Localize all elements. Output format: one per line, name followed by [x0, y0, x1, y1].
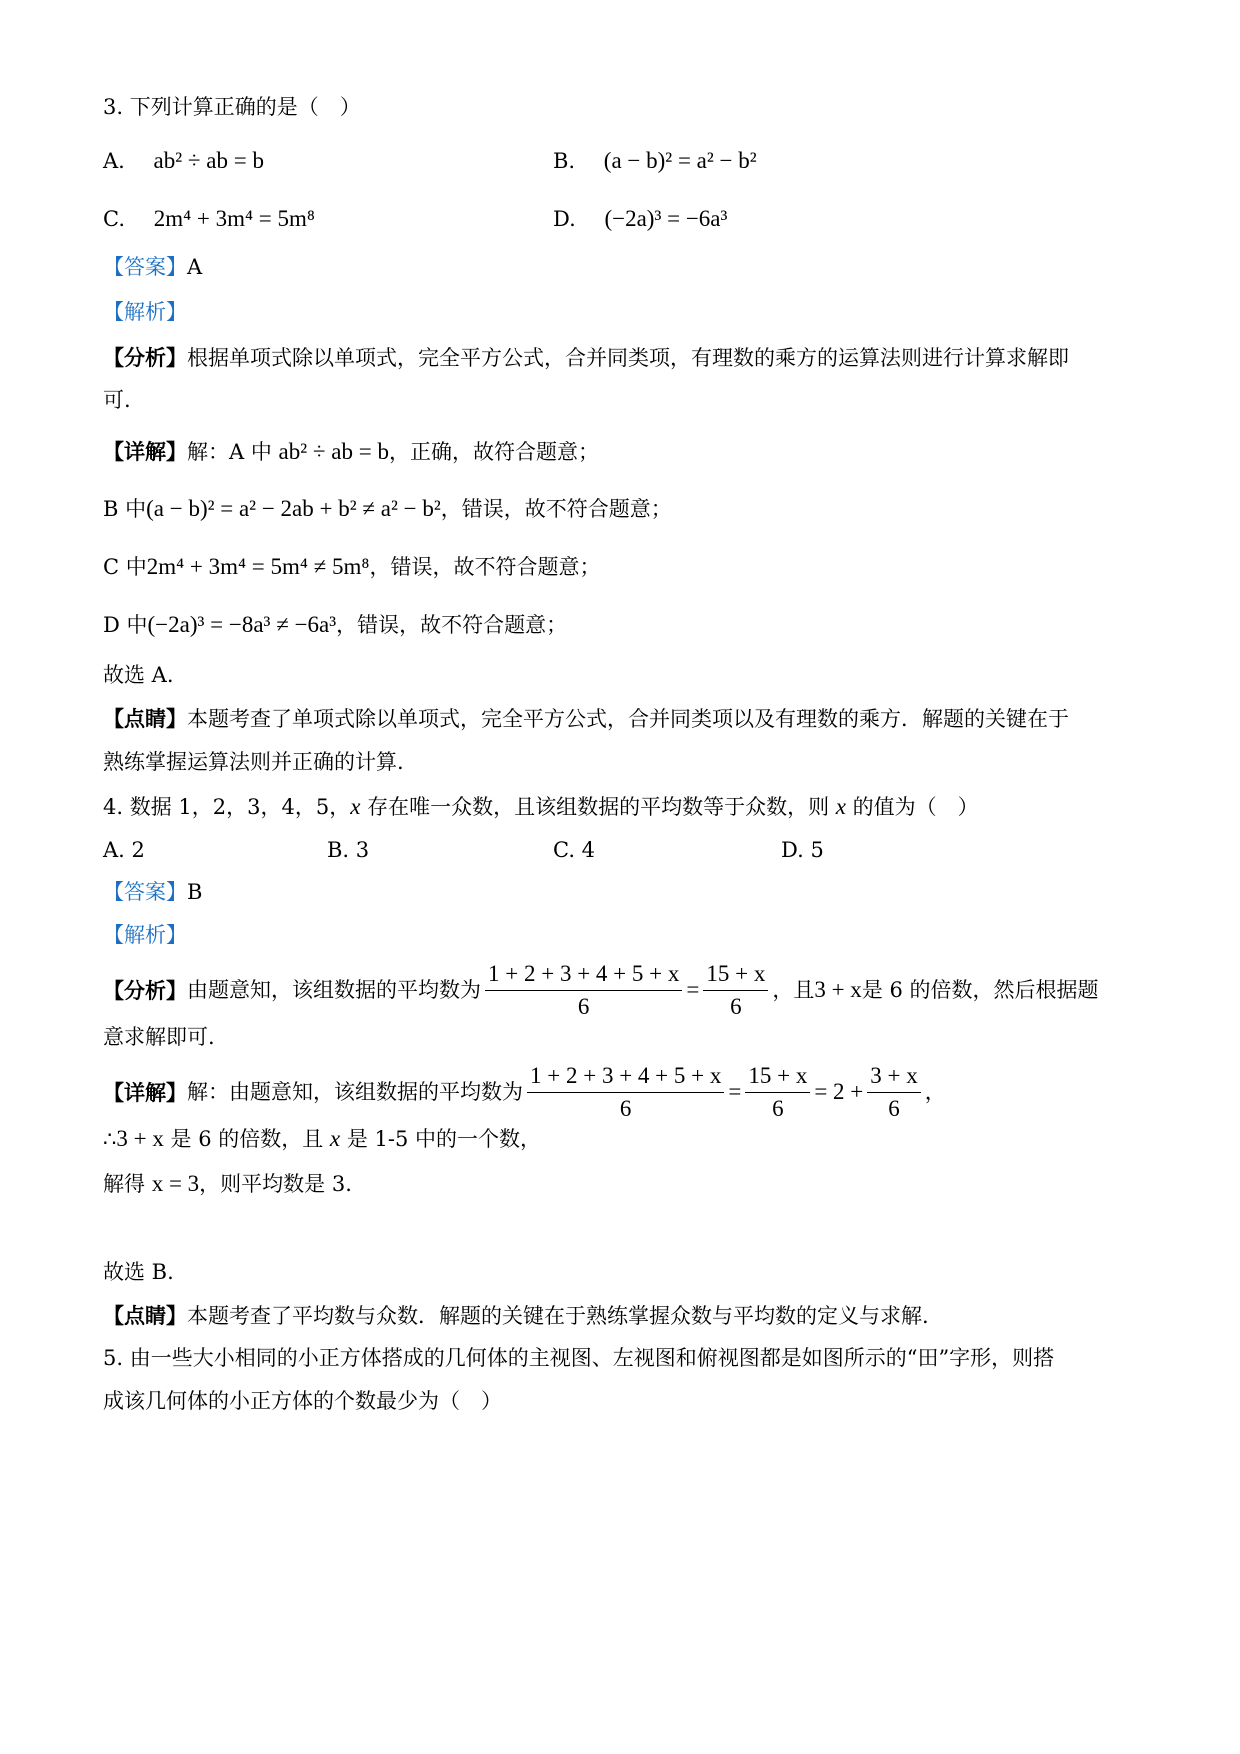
q4-analysis-cont: 意求解即可.	[103, 1025, 215, 1049]
detail-tag: 【详解】	[103, 439, 187, 464]
detail-text: 解得	[103, 1172, 152, 1196]
remark-tag: 【点睛】	[103, 1303, 187, 1328]
q4-stem	[103, 793, 979, 821]
variable-x: x	[350, 794, 361, 819]
option-expression: (a − b)² = a² − b²	[603, 148, 757, 173]
fraction-numerator: 15 + x	[703, 960, 768, 991]
detail-tag: 【详解】	[103, 1079, 187, 1105]
option-label: C.	[103, 207, 125, 231]
q3-detail-c	[103, 553, 600, 581]
answer-value: B	[187, 880, 203, 904]
fraction	[703, 960, 768, 1020]
q3-answer	[103, 255, 202, 280]
q3-detail-d	[103, 611, 567, 639]
detail-expression: x = 3	[151, 1171, 200, 1196]
analysis-text: 由题意知，该组数据的平均数为	[187, 977, 481, 1002]
fraction	[867, 1062, 920, 1122]
detail-expression: (a − b)² = a² − 2ab + b² ≠ a² − b²	[146, 496, 441, 521]
detail-text: ，则平均数是 3.	[199, 1172, 352, 1196]
option-expression: ab² ÷ ab = b	[153, 148, 264, 173]
q3-analysis-cont: 可.	[103, 388, 131, 412]
q3-option-c[interactable]	[103, 205, 315, 233]
q4-option-b[interactable]: B. 3	[327, 838, 370, 862]
q4-therefore-line	[103, 1125, 541, 1153]
q4-detail	[103, 1062, 946, 1122]
q4-analysis	[103, 960, 1099, 1020]
q3-detail-a	[103, 438, 599, 466]
fraction-denominator: 6	[888, 1095, 900, 1121]
q3-final-choice: 故选 A.	[103, 663, 174, 687]
option-label: B.	[553, 149, 576, 173]
fraction-denominator: 6	[772, 1095, 784, 1121]
detail-text: ，正确，故符合题意；	[388, 440, 599, 464]
remark-tag: 【点睛】	[103, 706, 187, 731]
option-label: D.	[553, 207, 576, 231]
fraction-numerator: 3 + x	[867, 1062, 920, 1093]
analysis-text: ，且	[772, 977, 815, 1002]
q4-option-a[interactable]: A. 2	[103, 838, 145, 862]
detail-text: ，错误，故不符合题意；	[336, 613, 568, 637]
answer-tag: 【答案】	[103, 880, 187, 904]
fraction-denominator: 6	[619, 1095, 632, 1121]
q4-remark	[103, 1303, 929, 1329]
equals-sign: =	[728, 1079, 742, 1105]
fraction-numerator: 1 + 2 + 3 + 4 + 5 + x	[527, 1062, 724, 1093]
detail-text: 解：由题意知，该组数据的平均数为	[187, 1079, 523, 1104]
detail-expression: (−2a)³ = −8a³ ≠ −6a³	[147, 612, 337, 637]
stem-text: 的值为（ ）	[846, 795, 979, 819]
detail-text: ，	[924, 1079, 946, 1104]
detail-text: ，错误，故不符合题意；	[369, 555, 601, 579]
analysis-tag: 【分析】	[103, 977, 187, 1003]
detail-expression: 2m⁴ + 3m⁴ = 5m⁴ ≠ 5m⁸	[146, 554, 370, 579]
detail-expression: 3 + x	[116, 1126, 164, 1151]
q4-option-d[interactable]: D. 5	[781, 838, 824, 862]
stem-text: 4. 数据 1，2，3，4，5，	[103, 795, 351, 819]
equals-sign: = 2 +	[814, 1079, 864, 1105]
detail-text: C 中	[103, 555, 147, 579]
q3-remark-cont: 熟练掌握运算法则并正确的计算.	[103, 750, 404, 774]
q5-stem-cont: 成该几何体的小正方体的个数最少为（ ）	[103, 1389, 502, 1413]
analysis-tag: 【分析】	[103, 345, 187, 370]
fraction-denominator: 6	[730, 993, 742, 1019]
detail-text: D 中	[103, 613, 148, 637]
q3-option-a[interactable]	[103, 147, 264, 175]
therefore-symbol: ∴	[103, 1127, 117, 1151]
equals-sign: =	[686, 977, 700, 1003]
analysis-text: 是 6 的倍数，然后根据题	[861, 977, 1099, 1002]
q4-answer	[103, 880, 202, 905]
remark-text: 本题考查了单项式除以单项式，完全平方公式，合并同类项以及有理数的乘方．解题的关键在于	[187, 707, 1069, 731]
detail-text: ，错误，故不符合题意；	[440, 497, 672, 521]
fraction-numerator: 1 + 2 + 3 + 4 + 5 + x	[485, 960, 682, 991]
answer-value: A	[187, 255, 203, 279]
fraction	[527, 1062, 724, 1122]
variable-x: x	[329, 1126, 341, 1151]
q3-analysis	[103, 345, 1069, 371]
detail-text: 是 1-5 中的一个数，	[340, 1127, 541, 1151]
q3-remark	[103, 706, 1069, 732]
detail-text: B 中	[103, 497, 147, 521]
q3-option-b[interactable]	[553, 147, 757, 175]
option-expression: (−2a)³ = −6a³	[604, 206, 728, 231]
detail-text: 是 6 的倍数，且	[163, 1127, 330, 1151]
q4-solve-line	[103, 1170, 352, 1198]
q3-stem: 3. 下列计算正确的是（ ）	[103, 95, 361, 119]
analysis-expression: 3 + x	[814, 977, 862, 1003]
q4-final-choice: 故选 B.	[103, 1260, 174, 1284]
fraction	[485, 960, 682, 1020]
analysis-text: 根据单项式除以单项式，完全平方公式，合并同类项，有理数的乘方的运算法则进行计算求解即	[187, 346, 1069, 370]
remark-text: 本题考查了平均数与众数．解题的关键在于熟练掌握众数与平均数的定义与求解.	[187, 1304, 929, 1328]
q3-jiexi-tag: 【解析】	[103, 300, 187, 324]
fraction	[745, 1062, 810, 1122]
detail-text: 解：A 中	[187, 440, 279, 464]
option-expression: 2m⁴ + 3m⁴ = 5m⁸	[153, 206, 315, 231]
fraction-denominator: 6	[577, 993, 590, 1019]
variable-x: x	[835, 794, 846, 819]
q4-jiexi-tag: 【解析】	[103, 923, 187, 947]
q3-option-d[interactable]	[553, 205, 727, 233]
answer-tag: 【答案】	[103, 255, 187, 279]
option-label: A.	[103, 149, 125, 173]
stem-text: 存在唯一众数，且该组数据的平均数等于众数，则	[360, 795, 836, 819]
q4-option-c[interactable]: C. 4	[553, 838, 596, 862]
q3-detail-b	[103, 495, 672, 523]
fraction-numerator: 15 + x	[745, 1062, 810, 1093]
q5-stem: 5. 由一些大小相同的小正方体搭成的几何体的主视图、左视图和俯视图都是如图所示的“田”字形，则搭	[103, 1346, 1055, 1370]
detail-expression: ab² ÷ ab = b	[278, 439, 389, 464]
